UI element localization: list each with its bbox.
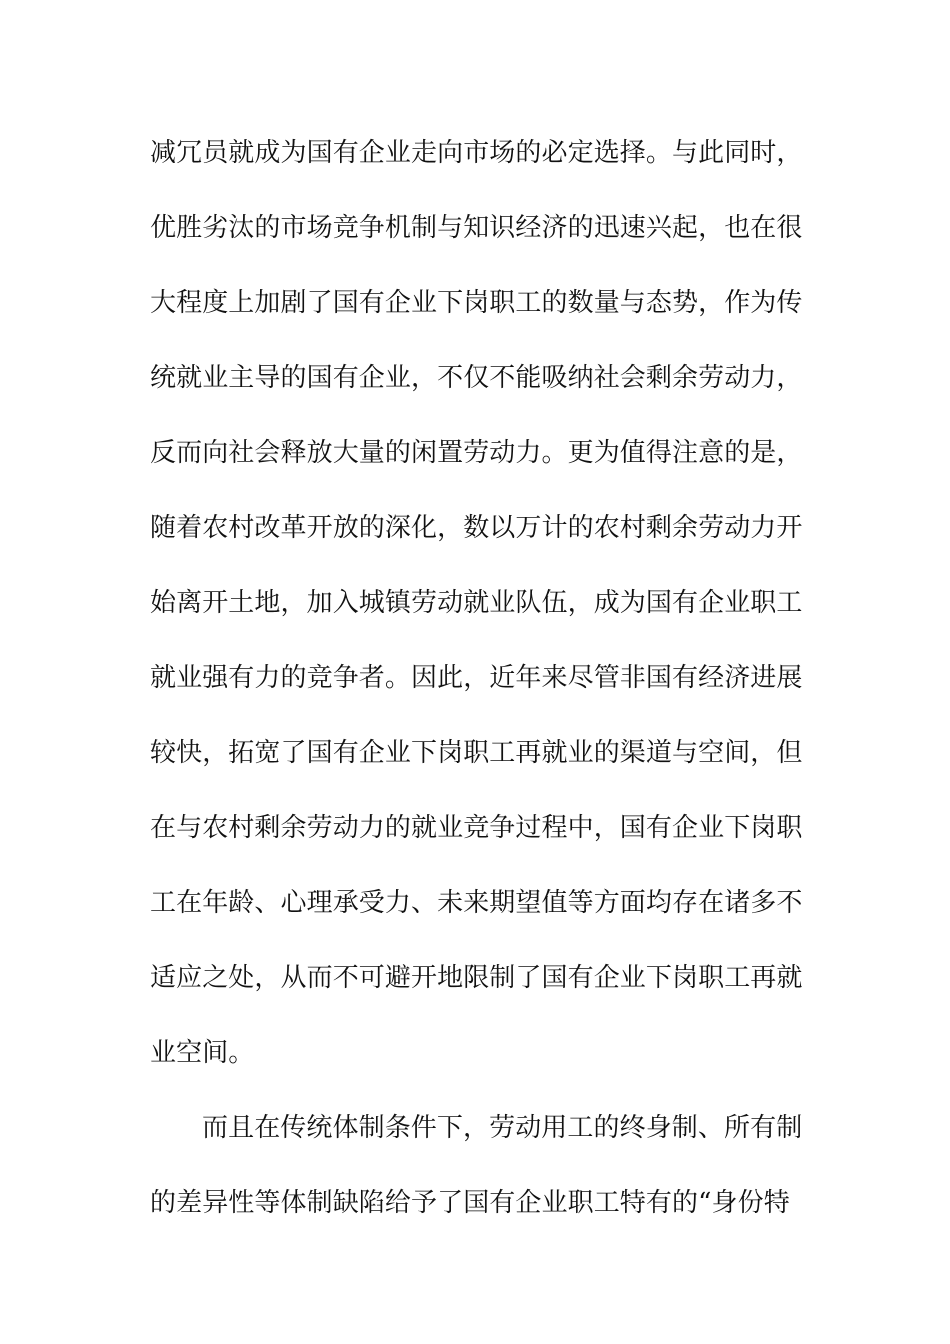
text-line: 随着农村改革开放的深化，数以万计的农村剩余劳动力开: [150, 513, 803, 543]
text-line: 就业强有力的竞争者。因此，近年来尽管非国有经济进展: [150, 663, 803, 693]
text-line: 在与农村剩余劳动力的就业竞争过程中，国有企业下岗职: [150, 813, 803, 843]
paragraph-first-line: 而且在传统体制条件下，劳动用工的终身制、所有制: [202, 1113, 803, 1143]
text-line: 始离开土地，加入城镇劳动就业队伍，成为国有企业职工: [150, 588, 803, 618]
text-line: 适应之处，从而不可避开地限制了国有企业下岗职工再就: [150, 963, 803, 993]
text-line: 业空间。: [150, 1038, 255, 1068]
text-line: 优胜劣汰的市场竞争机制与知识经济的迅速兴起，也在很: [150, 213, 803, 243]
text-line: 统就业主导的国有企业，不仅不能吸纳社会剩余劳动力，: [150, 363, 803, 393]
text-line: 反而向社会释放大量的闲置劳动力。更为值得注意的是，: [150, 438, 803, 468]
text-line: 的差异性等体制缺陷给予了国有企业职工特有的“身份特: [150, 1188, 790, 1218]
text-line: 减冗员就成为国有企业走向市场的必定选择。与此同时，: [150, 138, 803, 168]
text-line: 大程度上加剧了国有企业下岗职工的数量与态势，作为传: [150, 288, 803, 318]
text-line: 工在年龄、心理承受力、未来期望值等方面均存在诸多不: [150, 888, 803, 918]
text-line: 较快，拓宽了国有企业下岗职工再就业的渠道与空间，但: [150, 738, 803, 768]
